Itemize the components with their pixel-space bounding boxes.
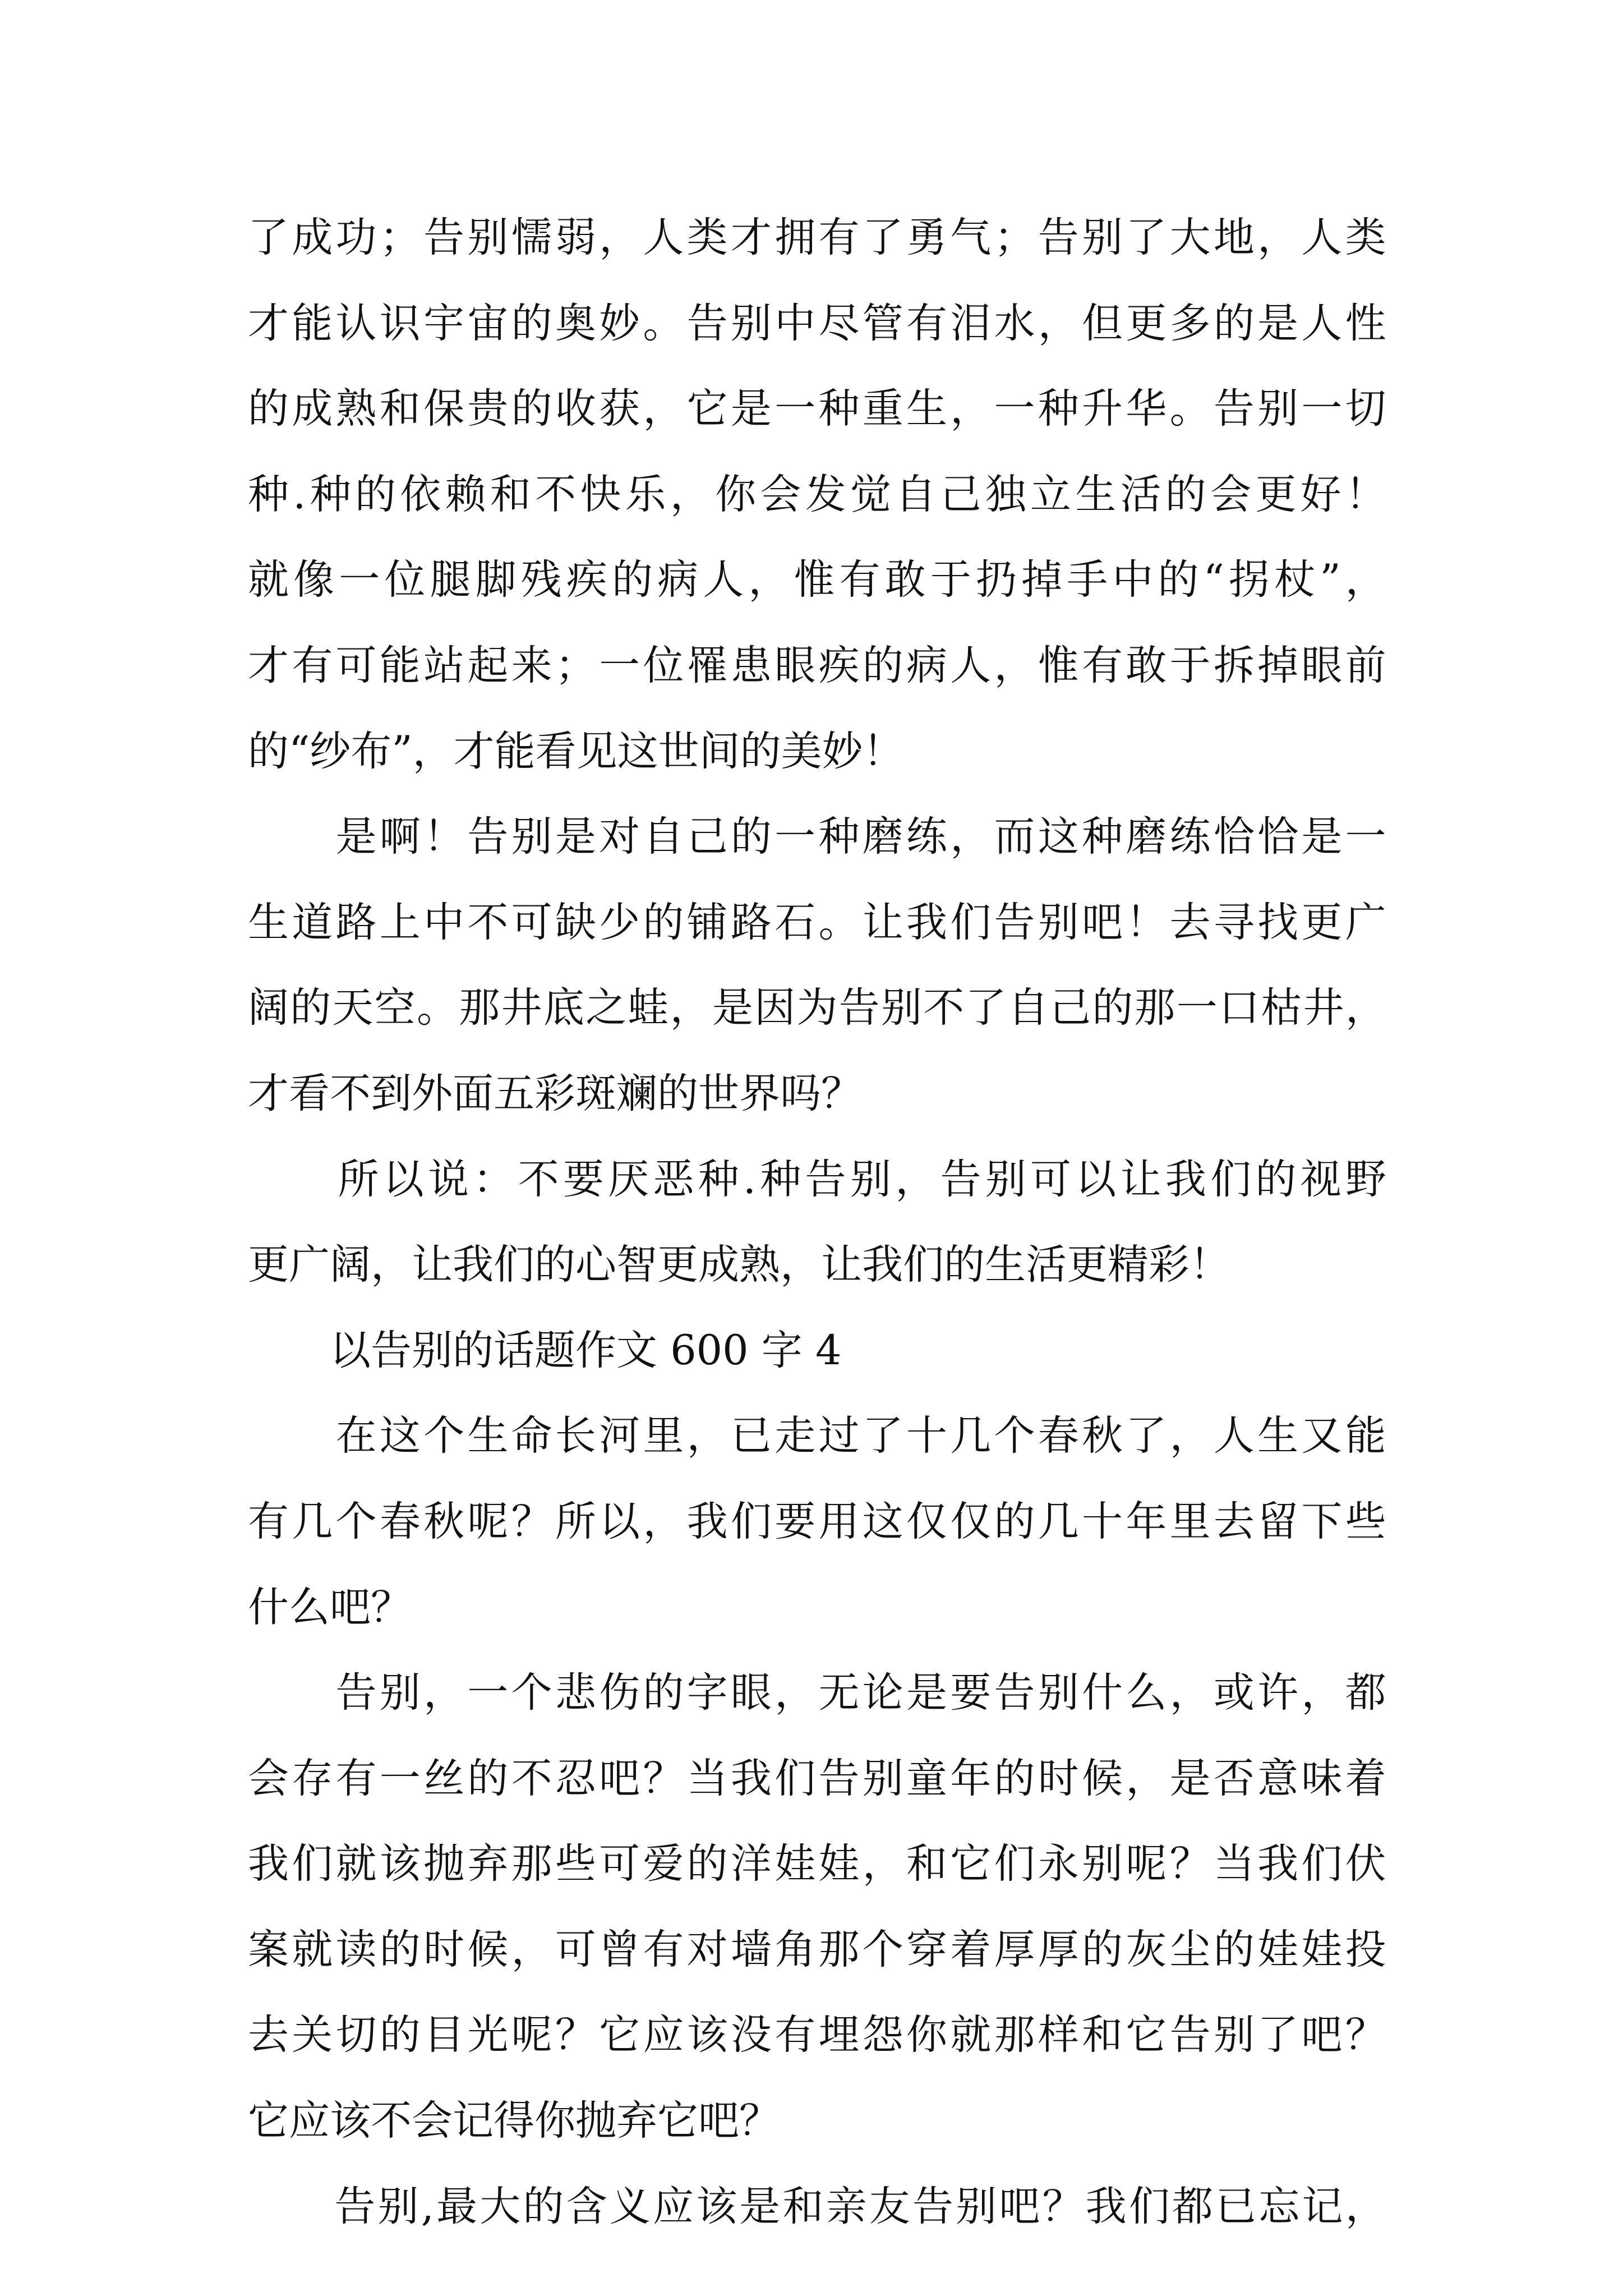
text-line: 阔 的 天 空 。 那 井 底 之 蛙 ， 是 因 为 告 别 不 了 自 己 的 那 一 口 枯 井 ， — [248, 984, 1386, 1032]
text-line: 的 成 熟 和 保 贵 的 收 获 ， 它 是 一 种 重 生 ， 一 种 升 华 。 告 别 一 切 — [248, 385, 1386, 433]
text-line: 更广阔，让我们的心智更成熟，让我们的生活更精彩！ — [248, 1241, 1230, 1289]
text-line: 有 几 个 春 秋 呢 ？ 所 以 ， 我 们 要 用 这 仅 仅 的 几 十 年 里 去 留 下 些 — [248, 1497, 1386, 1545]
text-line: 会 存 有 一 丝 的 不 忍 吧 ？ 当 我 们 告 别 童 年 的 时 候 ， 是 否 意 味 着 — [248, 1754, 1386, 1802]
text-line: 案 就 读 的 时 候 ， 可 曾 有 对 墙 角 那 个 穿 着 厚 厚 的 灰 尘 的 娃 娃 投 — [248, 1925, 1386, 1973]
text-line: 所 以 说 ： 不 要 厌 恶 种 . 种 告 别 ， 告 别 可 以 让 我 们 的 视 野 — [338, 1155, 1386, 1203]
text-line: 了 成 功 ； 告 别 懦 弱 ， 人 类 才 拥 有 了 勇 气 ； 告 别 了 大 地 ， 人 类 — [248, 214, 1386, 261]
text-line: 的“纱布”，才能看见这世间的美妙！ — [248, 727, 904, 775]
text-line: 生 道 路 上 中 不 可 缺 少 的 铺 路 石 。 让 我 们 告 别 吧 ！ 去 寻 找 更 广 — [248, 898, 1386, 946]
text-line: 是 啊 ！ 告 别 是 对 自 己 的 一 种 磨 练 ， 而 这 种 磨 练 恰 恰 是 一 — [335, 813, 1386, 861]
text-line: 它应该不会记得你抛弃它吧？ — [248, 2097, 780, 2145]
text-line: 什么吧？ — [248, 1583, 412, 1631]
text-line: 告 别 ， 一 个 悲 伤 的 字 眼 ， 无 论 是 要 告 别 什 么 ， 或 许 ， 都 — [335, 1669, 1386, 1717]
text-line: 种 . 种 的 依 赖 和 不 快 乐 ， 你 会 发 觉 自 己 独 立 生 活 的 会 更 好 ！ — [248, 470, 1386, 518]
text-line: 才 有 可 能 站 起 来 ； 一 位 罹 患 眼 疾 的 病 人 ， 惟 有 敢 于 拆 掉 眼 前 — [248, 641, 1386, 689]
text-line: 才 能 认 识 宇 宙 的 奥 妙 。 告 别 中 尽 管 有 泪 水 ， 但 更 多 的 是 人 性 — [248, 299, 1386, 347]
document-body — [248, 195, 1386, 2249]
text-line: 告 别 , 最 大 的 含 义 应 该 是 和 亲 友 告 别 吧 ？ 我 们 都 已 忘 记 ， — [334, 2182, 1386, 2230]
text-line: 以告别的话题作文 600 字 4 — [248, 1326, 842, 1374]
text-line: 我 们 就 该 抛 弃 那 些 可 爱 的 洋 娃 娃 ， 和 它 们 永 别 呢 ？ 当 我 们 伏 — [248, 1840, 1386, 1888]
text-line: 在 这 个 生 命 长 河 里 ， 已 走 过 了 十 几 个 春 秋 了 ， 人 生 又 能 — [335, 1412, 1386, 1460]
text-line: 才看不到外面五彩斑斓的世界吗？ — [248, 1069, 862, 1117]
text-line: 去 关 切 的 目 光 呢 ？ 它 应 该 没 有 埋 怨 你 就 那 样 和 它 告 别 了 吧 ？ — [248, 2011, 1386, 2059]
text-line: 就 像 一 位 腿 脚 残 疾 的 病 人 ， 惟 有 敢 于 扔 掉 手 中 的 “ 拐 杖 ” ， — [248, 556, 1386, 604]
